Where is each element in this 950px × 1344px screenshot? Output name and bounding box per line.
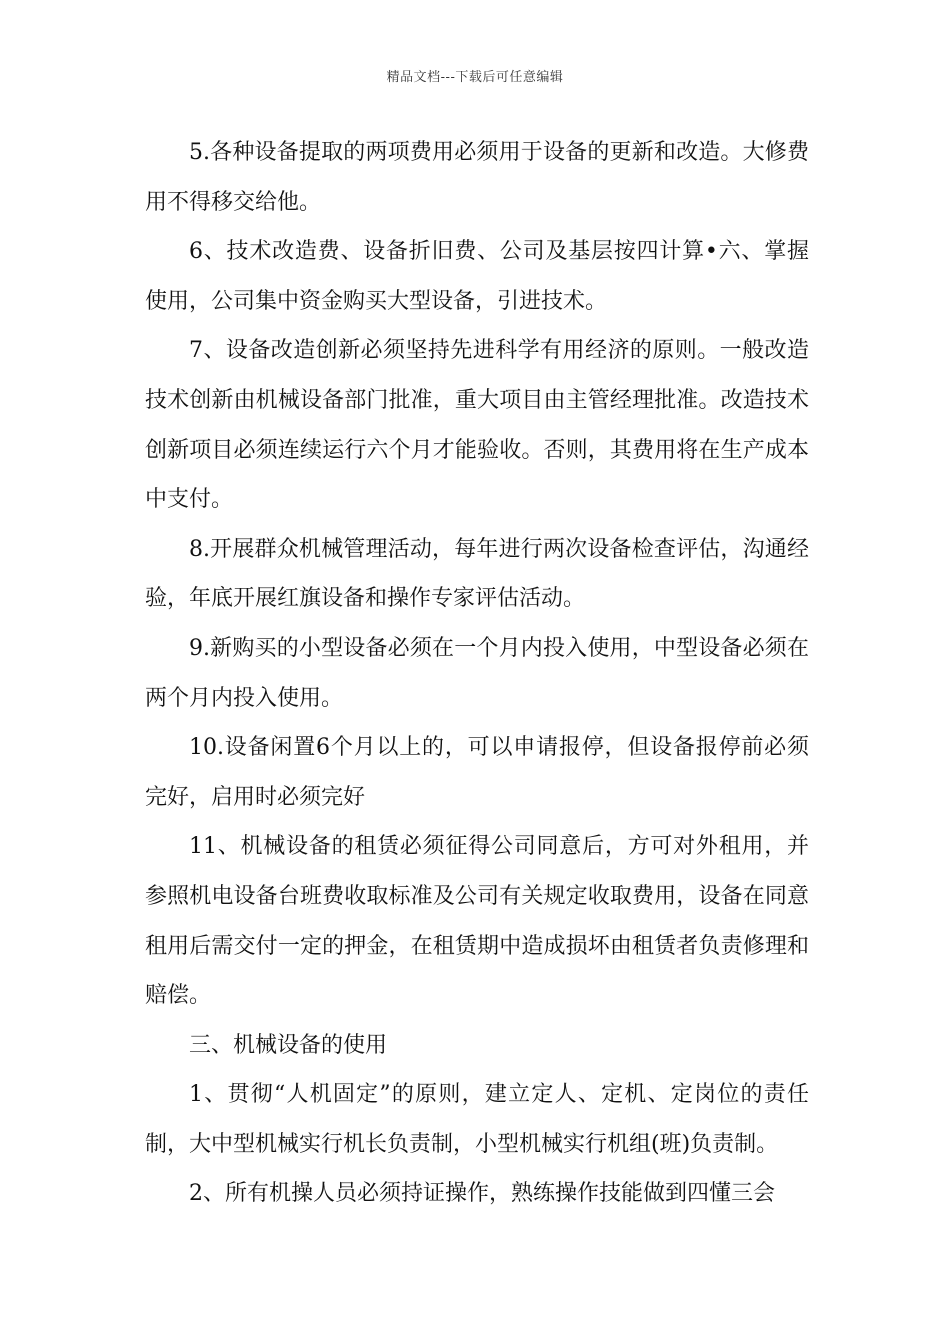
- page-header: 精品文档---下载后可任意编辑: [386, 70, 564, 85]
- paragraph-11: 11、机械设备的租赁必须征得公司同意后，方可对外租用，并参照机电设备台班费收取标准及公司有关规定收取费用，设备在同意租用后需交付一定的押金，在租赁期中造成损坏由租赁者负责修理和赔偿。: [145, 834, 809, 1009]
- paragraph-10: 10.设备闲置6个月以上的，可以申请报停，但设备报停前必须完好，启用时必须完好: [145, 735, 809, 810]
- paragraph-9: 9.新购买的小型设备必须在一个月内投入使用，中型设备必须在两个月内投入使用。: [145, 635, 809, 711]
- paragraph-7: 7、设备改造创新必须坚持先进科学有用经济的原则。一般改造技术创新由机械设备部门批准，重大项目由主管经理批准。改造技术创新项目必须连续运行六个月才能验收。否则，其费用将在生产成本中支付。: [145, 338, 809, 513]
- document-body: [145, 128, 809, 1219]
- paragraph-8: 8.开展群众机械管理活动，每年进行两次设备检查评估，沟通经验，年底开展红旗设备和操作专家评估活动。: [145, 536, 809, 612]
- paragraph-5: 5.各种设备提取的两项费用必须用于设备的更新和改造。大修费用不得移交给他。: [145, 140, 809, 215]
- section-3-item-2: 2、所有机操人员必须持证操作，熟练操作技能做到四懂三会: [189, 1181, 775, 1207]
- paragraph-6: 6、技术改造费、设备折旧费、公司及基层按四计算•六、掌握使用，公司集中资金购买大型设备，引进技术。: [145, 239, 809, 314]
- section-heading-3: 三、机械设备的使用: [189, 1032, 388, 1058]
- section-3-item-1: 1、贯彻“人机固定”的原则，建立定人、定机、定岗位的责任制，大中型机械实行机长负责制，小型机械实行机组(班)负责制。: [145, 1082, 809, 1157]
